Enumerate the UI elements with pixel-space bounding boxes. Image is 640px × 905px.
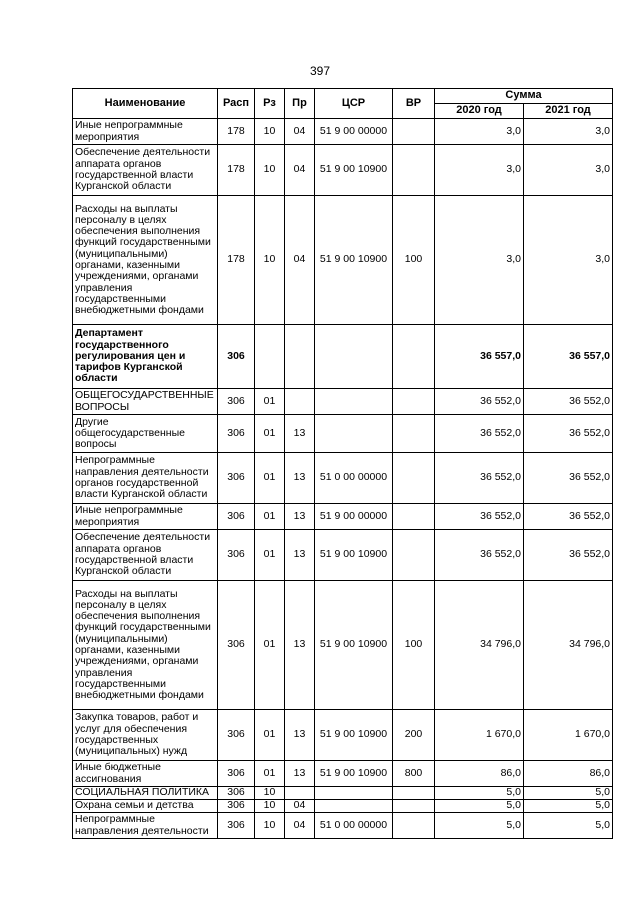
table-row xyxy=(73,761,613,787)
row-rasp-cell: 306 xyxy=(218,710,255,761)
row-rasp-cell: 306 xyxy=(218,813,255,839)
header-sum: Сумма xyxy=(435,89,613,104)
row-pr-cell: 04 xyxy=(285,119,315,145)
row-rasp-cell: 306 xyxy=(218,453,255,504)
row-rz-cell: 01 xyxy=(255,761,285,787)
table-row xyxy=(73,145,613,196)
header-csr: ЦСР xyxy=(315,89,393,119)
row-rz-cell: 01 xyxy=(255,389,285,415)
row-rasp-cell: 178 xyxy=(218,196,255,325)
row-2021-cell: 3,0 xyxy=(524,196,613,325)
row-vr-cell xyxy=(393,453,435,504)
row-pr-cell: 04 xyxy=(285,813,315,839)
row-2020-cell: 1 670,0 xyxy=(435,710,524,761)
row-vr-cell: 200 xyxy=(393,710,435,761)
row-pr-cell xyxy=(285,787,315,800)
row-csr-cell xyxy=(315,389,393,415)
row-name-cell: Непрограммные направления деятельности органов государственной власти Курганской области xyxy=(73,453,218,504)
row-2021-cell: 36 552,0 xyxy=(524,389,613,415)
row-name-cell: Непрограммные направления деятельности xyxy=(73,813,218,839)
row-2021-cell: 3,0 xyxy=(524,119,613,145)
row-2020-cell: 36 557,0 xyxy=(435,325,524,389)
row-name-cell: Иные непрограммные мероприятия xyxy=(73,504,218,530)
row-2021-cell: 36 552,0 xyxy=(524,453,613,504)
row-rasp-cell: 306 xyxy=(218,800,255,813)
row-vr-cell xyxy=(393,325,435,389)
row-name-cell: Обеспечение деятельности аппарата органов государственной власти Курганской области xyxy=(73,530,218,581)
row-2020-cell: 86,0 xyxy=(435,761,524,787)
row-2021-cell: 5,0 xyxy=(524,800,613,813)
row-rasp-cell: 306 xyxy=(218,415,255,453)
table-row xyxy=(73,504,613,530)
table-row xyxy=(73,415,613,453)
table-row xyxy=(73,119,613,145)
row-vr-cell xyxy=(393,119,435,145)
row-name-cell: Иные непрограммные мероприятия xyxy=(73,119,218,145)
table-row xyxy=(73,581,613,710)
row-vr-cell xyxy=(393,415,435,453)
row-vr-cell: 100 xyxy=(393,196,435,325)
row-2020-cell: 36 552,0 xyxy=(435,389,524,415)
table-row xyxy=(73,813,613,839)
row-csr-cell xyxy=(315,325,393,389)
row-2021-cell: 36 552,0 xyxy=(524,504,613,530)
row-rz-cell: 01 xyxy=(255,504,285,530)
row-csr-cell: 51 9 00 10900 xyxy=(315,710,393,761)
row-vr-cell xyxy=(393,530,435,581)
row-rasp-cell: 306 xyxy=(218,761,255,787)
row-name-cell: Закупка товаров, работ и услуг для обеспечения государственных (муниципальных) нужд xyxy=(73,710,218,761)
row-name-cell: Расходы на выплаты персоналу в целях обеспечения выполнения функций государственными (муниципальными) органами, казенными учреждениями, органами управления государственными внебюджетными фондами xyxy=(73,196,218,325)
row-name-cell: Охрана семьи и детства xyxy=(73,800,218,813)
row-pr-cell: 04 xyxy=(285,145,315,196)
row-csr-cell: 51 9 00 00000 xyxy=(315,119,393,145)
row-rz-cell: 10 xyxy=(255,119,285,145)
table-row xyxy=(73,710,613,761)
row-2020-cell: 34 796,0 xyxy=(435,581,524,710)
header-pr: Пр xyxy=(285,89,315,119)
header-2021: 2021 год xyxy=(524,104,613,119)
row-name-cell: Обеспечение деятельности аппарата органов государственной власти Курганской области xyxy=(73,145,218,196)
row-rz-cell: 10 xyxy=(255,813,285,839)
row-name-cell: ОБЩЕГОСУДАРСТВЕННЫЕ ВОПРОСЫ xyxy=(73,389,218,415)
row-2021-cell: 34 796,0 xyxy=(524,581,613,710)
row-vr-cell xyxy=(393,787,435,800)
row-rz-cell: 10 xyxy=(255,800,285,813)
row-pr-cell: 04 xyxy=(285,800,315,813)
row-rz-cell: 10 xyxy=(255,787,285,800)
row-csr-cell: 51 0 00 00000 xyxy=(315,813,393,839)
row-2021-cell: 36 552,0 xyxy=(524,530,613,581)
row-2020-cell: 5,0 xyxy=(435,813,524,839)
row-rasp-cell: 306 xyxy=(218,325,255,389)
table-row xyxy=(73,800,613,813)
row-name-cell: Иные бюджетные ассигнования xyxy=(73,761,218,787)
row-vr-cell: 800 xyxy=(393,761,435,787)
row-rz-cell xyxy=(255,325,285,389)
table-row xyxy=(73,196,613,325)
row-name-cell: Другие общегосударственные вопросы xyxy=(73,415,218,453)
header-vr: ВР xyxy=(393,89,435,119)
row-2021-cell: 3,0 xyxy=(524,145,613,196)
row-pr-cell: 13 xyxy=(285,581,315,710)
row-rasp-cell: 306 xyxy=(218,504,255,530)
table-row xyxy=(73,453,613,504)
row-pr-cell: 13 xyxy=(285,415,315,453)
row-pr-cell xyxy=(285,389,315,415)
row-rz-cell: 01 xyxy=(255,710,285,761)
row-2021-cell: 86,0 xyxy=(524,761,613,787)
row-2020-cell: 36 552,0 xyxy=(435,453,524,504)
row-pr-cell: 13 xyxy=(285,761,315,787)
header-rasp: Расп xyxy=(218,89,255,119)
row-csr-cell: 51 9 00 00000 xyxy=(315,504,393,530)
row-pr-cell: 13 xyxy=(285,504,315,530)
row-rz-cell: 01 xyxy=(255,530,285,581)
row-2020-cell: 36 552,0 xyxy=(435,504,524,530)
row-name-cell: Департамент государственного регулирования цен и тарифов Курганской области xyxy=(73,325,218,389)
header-2020: 2020 год xyxy=(435,104,524,119)
row-pr-cell: 13 xyxy=(285,453,315,504)
row-csr-cell xyxy=(315,787,393,800)
row-csr-cell: 51 9 00 10900 xyxy=(315,145,393,196)
row-rasp-cell: 306 xyxy=(218,581,255,710)
header-row xyxy=(73,89,613,104)
row-2021-cell: 36 552,0 xyxy=(524,415,613,453)
page-number: 397 xyxy=(309,64,331,78)
row-rz-cell: 01 xyxy=(255,581,285,710)
row-csr-cell: 51 9 00 10900 xyxy=(315,581,393,710)
header-rz: Рз xyxy=(255,89,285,119)
row-name-cell: Расходы на выплаты персоналу в целях обеспечения выполнения функций государственными (муниципальными) органами, казенными учреждениями, органами управления государственными внебюджетными фондами xyxy=(73,581,218,710)
row-2020-cell: 3,0 xyxy=(435,196,524,325)
row-2021-cell: 1 670,0 xyxy=(524,710,613,761)
row-2020-cell: 3,0 xyxy=(435,119,524,145)
row-2021-cell: 5,0 xyxy=(524,787,613,800)
row-csr-cell: 51 9 00 10900 xyxy=(315,196,393,325)
row-csr-cell xyxy=(315,415,393,453)
row-rasp-cell: 306 xyxy=(218,530,255,581)
row-vr-cell xyxy=(393,800,435,813)
row-rasp-cell: 178 xyxy=(218,119,255,145)
header-name: Наименование xyxy=(73,89,218,119)
row-pr-cell xyxy=(285,325,315,389)
row-2021-cell: 36 557,0 xyxy=(524,325,613,389)
row-2020-cell: 36 552,0 xyxy=(435,415,524,453)
table-row xyxy=(73,787,613,800)
table-row xyxy=(73,325,613,389)
row-csr-cell: 51 9 00 10900 xyxy=(315,761,393,787)
row-rasp-cell: 306 xyxy=(218,389,255,415)
row-csr-cell: 51 9 00 10900 xyxy=(315,530,393,581)
row-2020-cell: 36 552,0 xyxy=(435,530,524,581)
row-csr-cell: 51 0 00 00000 xyxy=(315,453,393,504)
row-vr-cell: 100 xyxy=(393,581,435,710)
row-name-cell: СОЦИАЛЬНАЯ ПОЛИТИКА xyxy=(73,787,218,800)
row-rasp-cell: 178 xyxy=(218,145,255,196)
row-rz-cell: 10 xyxy=(255,145,285,196)
row-2020-cell: 5,0 xyxy=(435,787,524,800)
row-vr-cell xyxy=(393,504,435,530)
row-csr-cell xyxy=(315,800,393,813)
row-2021-cell: 5,0 xyxy=(524,813,613,839)
table-row xyxy=(73,530,613,581)
row-pr-cell: 04 xyxy=(285,196,315,325)
table-row xyxy=(73,389,613,415)
row-vr-cell xyxy=(393,389,435,415)
row-2020-cell: 5,0 xyxy=(435,800,524,813)
table-body xyxy=(73,119,613,839)
row-rz-cell: 10 xyxy=(255,196,285,325)
row-vr-cell xyxy=(393,145,435,196)
row-2020-cell: 3,0 xyxy=(435,145,524,196)
budget-table xyxy=(72,88,613,839)
row-rz-cell: 01 xyxy=(255,453,285,504)
row-rz-cell: 01 xyxy=(255,415,285,453)
row-pr-cell: 13 xyxy=(285,710,315,761)
row-vr-cell xyxy=(393,813,435,839)
row-pr-cell: 13 xyxy=(285,530,315,581)
row-rasp-cell: 306 xyxy=(218,787,255,800)
